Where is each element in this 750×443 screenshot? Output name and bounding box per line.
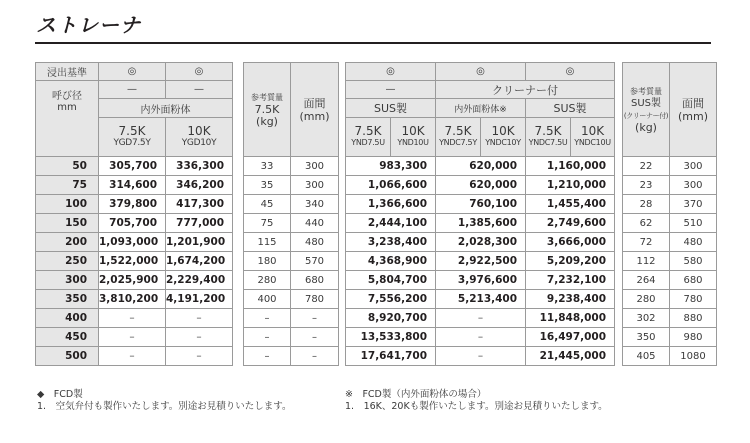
size-cell: 450: [36, 328, 99, 347]
price-cell: 11,848,000: [526, 309, 615, 328]
table-row: [623, 233, 717, 252]
price-cell: 705,700: [99, 214, 166, 233]
length-cell: 300: [670, 157, 717, 176]
rate-header: [571, 118, 615, 157]
table-row: [244, 271, 339, 290]
table-row: [346, 233, 615, 252]
price-cell: 2,444,100: [346, 214, 436, 233]
price-cell: –: [166, 328, 233, 347]
weight-note: (クリーナー付): [623, 111, 669, 120]
size-label: 呼び径: [52, 91, 82, 102]
basis-mark: ◎: [99, 63, 166, 81]
coating-header: 内外面粉体: [99, 99, 233, 118]
table-row: [244, 214, 339, 233]
weight-cell: 35: [244, 176, 291, 195]
title-underline: [35, 42, 711, 44]
weight-cell: 280: [623, 290, 670, 309]
model-code: YNDC10U: [574, 138, 611, 147]
weight-material: SUS製: [630, 97, 661, 109]
basis-mark: ◎: [346, 63, 436, 81]
price-cell: –: [436, 347, 526, 366]
type-dash: —: [166, 81, 233, 99]
price-cell: –: [99, 328, 166, 347]
price-cell: 305,700: [99, 157, 166, 176]
length-cell: –: [291, 347, 339, 366]
price-cell: 2,025,900: [99, 271, 166, 290]
size-cell: 300: [36, 271, 99, 290]
table-row: [346, 195, 615, 214]
price-cell: 314,600: [99, 176, 166, 195]
price-cell: 983,300: [346, 157, 436, 176]
price-cell: 7,556,200: [346, 290, 436, 309]
rate-header: [481, 118, 526, 157]
price-cell: 1,066,600: [346, 176, 436, 195]
length-cell: 480: [291, 233, 339, 252]
table-row: [36, 290, 233, 309]
price-cell: 760,100: [436, 195, 526, 214]
length-label: 面間: [303, 96, 326, 110]
length-cell: 340: [291, 195, 339, 214]
table-row: [244, 347, 339, 366]
rate-label: 7.5K: [354, 124, 382, 138]
price-cell: 2,922,500: [436, 252, 526, 271]
weight-cell: 75: [244, 214, 291, 233]
rate-header: [436, 118, 481, 157]
cleaner-header: クリーナー付: [436, 81, 615, 99]
rate-label: 7.5K: [534, 124, 562, 138]
weight-rate: 7.5K: [254, 102, 280, 116]
price-cell: 13,533,800: [346, 328, 436, 347]
table-row: [623, 309, 717, 328]
notes-left: [37, 389, 292, 413]
weight-cell: 280: [244, 271, 291, 290]
price-cell: 4,191,200: [166, 290, 233, 309]
rate-label: 10K: [401, 124, 425, 138]
rate-label: 7.5K: [444, 124, 472, 138]
price-cell: 9,238,400: [526, 290, 615, 309]
weight-header: [244, 63, 291, 157]
table-row: [623, 271, 717, 290]
price-cell: 1,674,200: [166, 252, 233, 271]
weight-cell: 23: [623, 176, 670, 195]
weight-cell: 180: [244, 252, 291, 271]
rate-header: [526, 118, 571, 157]
cleaner-strainer-price-table: [345, 62, 615, 366]
basis-mark: ◎: [166, 63, 233, 81]
length-cell: 880: [670, 309, 717, 328]
weight-label: 参考質量: [251, 92, 283, 102]
table-row: [36, 176, 233, 195]
length-cell: 510: [670, 214, 717, 233]
price-cell: –: [99, 347, 166, 366]
price-cell: 4,368,900: [346, 252, 436, 271]
note-line: ※ FCD製（内外面粉体の場合）: [345, 389, 487, 400]
coating-header: 内外面粉体※: [436, 99, 526, 118]
price-cell: 2,749,600: [526, 214, 615, 233]
basis-label: 浸出基準: [36, 63, 99, 81]
size-unit: mm: [57, 102, 77, 113]
price-cell: 7,232,100: [526, 271, 615, 290]
price-cell: 17,641,700: [346, 347, 436, 366]
price-cell: 1,201,900: [166, 233, 233, 252]
model-code: YNDC7.5Y: [439, 138, 477, 147]
price-cell: 2,028,300: [436, 233, 526, 252]
length-cell: 780: [291, 290, 339, 309]
price-cell: –: [436, 328, 526, 347]
note-line: 1. 16K、20Kも製作いたします。別途お見積りいたします。: [345, 401, 608, 412]
rate-header: [391, 118, 436, 157]
weight-cell: 62: [623, 214, 670, 233]
table-row: [244, 309, 339, 328]
length-header: [291, 63, 339, 157]
material-header: SUS製: [346, 99, 436, 118]
length-cell: 570: [291, 252, 339, 271]
table-row: [36, 195, 233, 214]
table-row: [244, 195, 339, 214]
price-cell: 3,976,600: [436, 271, 526, 290]
price-cell: 3,238,400: [346, 233, 436, 252]
price-cell: 21,445,000: [526, 347, 615, 366]
length-cell: 300: [670, 176, 717, 195]
price-cell: 1,522,000: [99, 252, 166, 271]
table-row: [346, 157, 615, 176]
table-row: [244, 290, 339, 309]
length-cell: 580: [670, 252, 717, 271]
weight-cell: –: [244, 347, 291, 366]
model-code: YGD7.5Y: [113, 138, 151, 148]
weight-cell: 264: [623, 271, 670, 290]
table-row: [623, 157, 717, 176]
rate-label: 10K: [580, 124, 605, 138]
length-cell: 300: [291, 157, 339, 176]
price-cell: 1,160,000: [526, 157, 615, 176]
price-cell: 5,804,700: [346, 271, 436, 290]
price-cell: 346,200: [166, 176, 233, 195]
length-cell: 440: [291, 214, 339, 233]
table-row: [36, 271, 233, 290]
length-cell: 680: [670, 271, 717, 290]
weight-cell: 405: [623, 347, 670, 366]
price-cell: 379,800: [99, 195, 166, 214]
table-row: [346, 271, 615, 290]
table-row: [623, 195, 717, 214]
length-cell: 780: [670, 290, 717, 309]
length-unit: (mm): [677, 109, 708, 123]
price-cell: –: [166, 347, 233, 366]
size-cell: 50: [36, 157, 99, 176]
price-cell: 1,385,600: [436, 214, 526, 233]
table-row: [36, 233, 233, 252]
model-code: YND7.5U: [351, 138, 385, 147]
table-row: [346, 214, 615, 233]
price-cell: 1,210,000: [526, 176, 615, 195]
table-row: [36, 347, 233, 366]
price-cell: 1,455,400: [526, 195, 615, 214]
cleaner-strainer-dimension-table: [622, 62, 717, 366]
weight-cell: 33: [244, 157, 291, 176]
rate-label: 7.5K: [118, 124, 146, 138]
strainer-price-table: [35, 62, 233, 366]
rate-header: [166, 118, 233, 157]
table-row: [36, 157, 233, 176]
rate-header: [346, 118, 391, 157]
rate-header: [99, 118, 166, 157]
table-row: [623, 252, 717, 271]
table-row: [244, 252, 339, 271]
table-row: [346, 290, 615, 309]
price-cell: –: [436, 309, 526, 328]
price-cell: 3,666,000: [526, 233, 615, 252]
table-row: [244, 157, 339, 176]
table-row: [623, 328, 717, 347]
table-row: [346, 347, 615, 366]
type-dash: —: [346, 81, 436, 99]
weight-cell: 112: [623, 252, 670, 271]
weight-cell: 350: [623, 328, 670, 347]
size-cell: 500: [36, 347, 99, 366]
size-cell: 100: [36, 195, 99, 214]
model-code: YND10U: [397, 138, 429, 147]
type-dash: —: [99, 81, 166, 99]
length-cell: 980: [670, 328, 717, 347]
price-cell: 620,000: [436, 176, 526, 195]
weight-unit: (kg): [256, 114, 278, 128]
weight-unit: (kg): [635, 120, 657, 134]
price-cell: 8,920,700: [346, 309, 436, 328]
table-row: [36, 328, 233, 347]
table-row: [346, 176, 615, 195]
size-cell: 350: [36, 290, 99, 309]
weight-cell: –: [244, 309, 291, 328]
weight-cell: 45: [244, 195, 291, 214]
length-label: 面間: [682, 96, 704, 110]
weight-cell: 302: [623, 309, 670, 328]
strainer-dimension-table: [243, 62, 339, 366]
table-row: [346, 309, 615, 328]
model-code: YNDC10Y: [485, 138, 521, 147]
price-cell: 5,213,400: [436, 290, 526, 309]
price-cell: 3,810,200: [99, 290, 166, 309]
rate-label: 10K: [187, 124, 211, 138]
rate-label: 10K: [491, 124, 515, 138]
notes-right: [345, 389, 608, 413]
note-line: 1. 空気弁付も製作いたします。別途お見積りいたします。: [37, 401, 292, 412]
length-cell: 370: [670, 195, 717, 214]
basis-mark: ◎: [526, 63, 615, 81]
table-row: [36, 309, 233, 328]
price-cell: 417,300: [166, 195, 233, 214]
length-unit: (mm): [299, 109, 330, 123]
length-cell: 1080: [670, 347, 717, 366]
length-cell: 680: [291, 271, 339, 290]
weight-cell: 28: [623, 195, 670, 214]
table-row: [244, 233, 339, 252]
weight-cell: –: [244, 328, 291, 347]
size-cell: 400: [36, 309, 99, 328]
length-cell: –: [291, 328, 339, 347]
size-header: [36, 81, 99, 157]
length-cell: –: [291, 309, 339, 328]
price-cell: –: [166, 309, 233, 328]
table-row: [36, 214, 233, 233]
price-cell: 777,000: [166, 214, 233, 233]
price-cell: 1,366,600: [346, 195, 436, 214]
table-row: [346, 328, 615, 347]
table-row: [623, 347, 717, 366]
table-row: [623, 290, 717, 309]
size-cell: 250: [36, 252, 99, 271]
weight-label: 参考質量: [630, 86, 662, 96]
model-code: YNDC7.5U: [528, 138, 568, 147]
weight-cell: 115: [244, 233, 291, 252]
table-row: [36, 252, 233, 271]
weight-cell: 400: [244, 290, 291, 309]
page-title: ストレーナ: [36, 13, 141, 37]
price-cell: 5,209,200: [526, 252, 615, 271]
basis-mark: ◎: [436, 63, 526, 81]
price-cell: 16,497,000: [526, 328, 615, 347]
length-cell: 480: [670, 233, 717, 252]
weight-cell: 22: [623, 157, 670, 176]
size-cell: 75: [36, 176, 99, 195]
table-row: [244, 176, 339, 195]
price-cell: 620,000: [436, 157, 526, 176]
table-row: [623, 176, 717, 195]
note-line: ◆ FCD製: [37, 389, 83, 400]
material-header: SUS製: [526, 99, 615, 118]
length-cell: 300: [291, 176, 339, 195]
weight-cell: 72: [623, 233, 670, 252]
price-cell: 336,300: [166, 157, 233, 176]
price-cell: –: [99, 309, 166, 328]
table-row: [346, 252, 615, 271]
length-header: [670, 63, 717, 157]
table-row: [623, 214, 717, 233]
model-code: YGD10Y: [181, 138, 217, 148]
price-cell: 2,229,400: [166, 271, 233, 290]
weight-header: [623, 63, 670, 157]
price-cell: 1,093,000: [99, 233, 166, 252]
size-cell: 200: [36, 233, 99, 252]
size-cell: 150: [36, 214, 99, 233]
table-row: [244, 328, 339, 347]
